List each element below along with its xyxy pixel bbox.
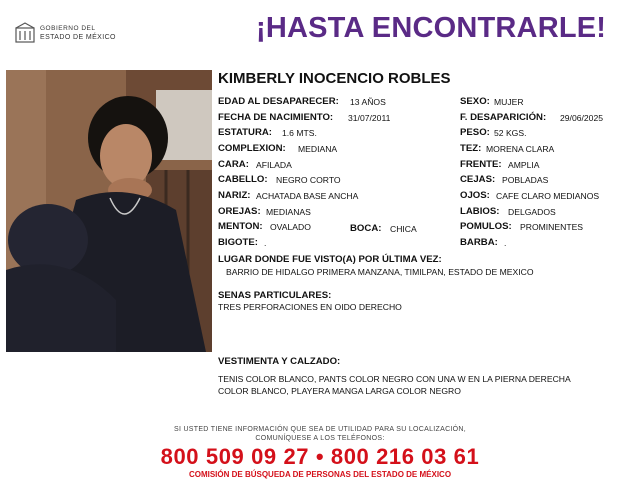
- value-labios: DELGADOS: [508, 207, 556, 217]
- value-nariz: ACHATADA BASE ANCHA: [256, 191, 359, 201]
- contact-note-2: COMUNÍQUESE A LOS TELÉFONOS:: [255, 435, 385, 442]
- government-logo: [14, 22, 134, 48]
- label-frente: FRENTE:: [460, 159, 502, 170]
- label-ojos: OJOS:: [460, 190, 490, 201]
- value-complexion: MEDIANA: [298, 144, 338, 154]
- label-nariz: NARIZ:: [218, 190, 251, 201]
- value-menton: OVALADO: [270, 222, 311, 232]
- headline: ¡HASTA ENCONTRARLE!: [256, 12, 607, 44]
- value-cara: AFILADA: [256, 160, 292, 170]
- value-boca: CHICA: [390, 224, 417, 234]
- value-fecha-desaparicion: 29/06/2025: [560, 113, 604, 123]
- label-fecha-nacimiento: FECHA DE NACIMIENTO:: [218, 112, 334, 123]
- label-cejas: CEJAS:: [460, 174, 496, 185]
- value-pomulos: PROMINENTES: [520, 222, 584, 232]
- value-tez: MORENA CLARA: [486, 144, 555, 154]
- clothing-label: VESTIMENTA Y CALZADO:: [218, 356, 341, 367]
- state-seal-icon: [14, 22, 36, 44]
- label-barba: BARBA:: [460, 237, 498, 248]
- photo-illustration: [6, 70, 212, 352]
- last-seen-label: LUGAR DONDE FUE VISTO(A) POR ÚLTIMA VEZ:: [218, 254, 442, 265]
- label-tez: TEZ:: [460, 143, 482, 154]
- marks-value: TRES PERFORACIONES EN OIDO DERECHO: [218, 302, 402, 312]
- missing-person-photo: [6, 70, 212, 352]
- logo-line-2: ESTADO DE MÉXICO: [40, 34, 116, 41]
- label-edad: EDAD AL DESAPARECER:: [218, 96, 339, 107]
- label-complexion: COMPLEXION:: [218, 143, 286, 154]
- value-bigote: .: [264, 238, 267, 248]
- logo-line-1: GOBIERNO DEL: [40, 25, 96, 32]
- value-peso: 52 KGS.: [494, 128, 527, 138]
- clothing-line-1: TENIS COLOR BLANCO, PANTS COLOR NEGRO CON UNA W EN LA PIERNA DERECHA: [218, 374, 571, 384]
- label-sexo: SEXO:: [460, 96, 490, 107]
- value-frente: AMPLIA: [508, 160, 540, 170]
- label-boca: BOCA:: [350, 223, 382, 234]
- label-orejas: OREJAS:: [218, 206, 261, 217]
- value-barba: .: [504, 238, 507, 248]
- contact-note-1: SI USTED TIENE INFORMACIÓN QUE SEA DE UTILIDAD PARA SU LOCALIZACIÓN,: [173, 426, 467, 433]
- clothing-line-2: COLOR BLANCO, PLAYERA MANGA LARGA COLOR NEGRO: [218, 386, 461, 396]
- last-seen-value: BARRIO DE HIDALGO PRIMERA MANZANA, TIMILPAN, ESTADO DE MEXICO: [226, 267, 534, 277]
- value-orejas: MEDIANAS: [266, 207, 311, 217]
- value-cabello: NEGRO CORTO: [276, 175, 341, 185]
- label-menton: MENTON:: [218, 221, 263, 232]
- value-estatura: 1.6 MTS.: [282, 128, 317, 138]
- value-sexo: MUJER: [494, 97, 524, 107]
- label-cara: CARA:: [218, 159, 249, 170]
- footer-commission: COMISIÓN DE BÚSQUEDA DE PERSONAS DEL ESTADO DE MÉXICO: [188, 470, 452, 479]
- value-ojos: CAFE CLARO MEDIANOS: [496, 191, 600, 201]
- label-pomulos: POMULOS:: [460, 221, 512, 232]
- marks-label: SENAS PARTICULARES:: [218, 290, 332, 301]
- value-fecha-nacimiento: 31/07/2011: [348, 113, 391, 123]
- label-labios: LABIOS:: [460, 206, 500, 217]
- label-peso: PESO:: [460, 127, 490, 138]
- value-cejas: POBLADAS: [502, 175, 549, 185]
- label-fecha-desaparicion: F. DESAPARICIÓN:: [460, 112, 547, 123]
- phone-numbers: 800 509 09 27 • 800 216 03 61: [160, 444, 480, 469]
- person-name: KIMBERLY INOCENCIO ROBLES: [218, 70, 451, 87]
- value-edad: 13 AÑOS: [350, 97, 386, 107]
- label-cabello: CABELLO:: [218, 174, 268, 185]
- label-bigote: BIGOTE:: [218, 237, 258, 248]
- label-estatura: ESTATURA:: [218, 127, 273, 138]
